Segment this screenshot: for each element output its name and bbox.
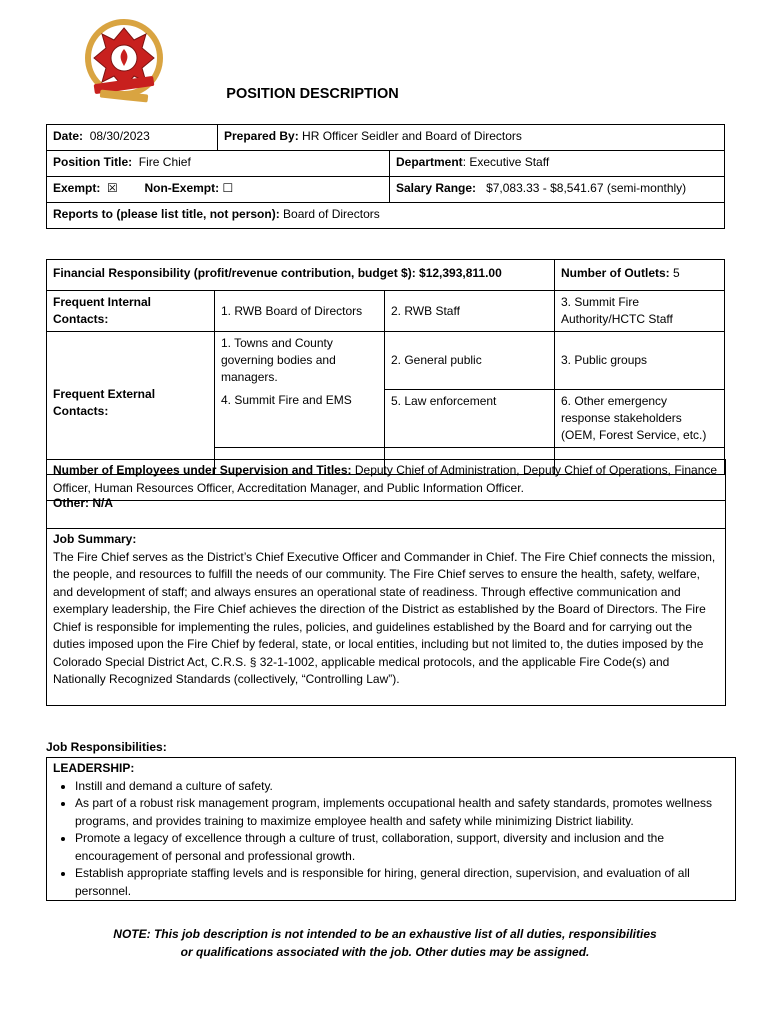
financial-cell: Financial Responsibility (profit/revenue contribution, budget $): $12,393,811.00 — [47, 260, 555, 291]
table-row — [47, 332, 725, 390]
other-line: Other: N/A — [46, 493, 726, 529]
external-contact-1: 1. Towns and County governing bodies and managers. — [215, 332, 385, 390]
note-line-1: NOTE: This job description is not intended to be an exhaustive list of all duties, responsibilities — [113, 927, 657, 941]
reports-to-cell: Reports to (please list title, not person): Board of Directors — [47, 203, 725, 229]
contacts-table — [46, 259, 725, 475]
department-value: : Executive Staff — [462, 155, 550, 169]
internal-contact-1: 1. RWB Board of Directors — [215, 291, 385, 332]
financial-value: $12,393,811.00 — [419, 266, 502, 280]
position-title-cell: Position Title: Fire Chief — [47, 151, 390, 177]
job-responsibilities-label: Job Responsibilities: — [46, 740, 167, 754]
position-title-value: Fire Chief — [138, 155, 191, 169]
exempt-cell: Exempt: ☒ Non-Exempt: ☐ — [47, 177, 390, 203]
list-item: • Promote a legacy of excellence through a culture of trust, collaboration, support, diversity and inclusion and the encouragement of personal and professional growth. — [75, 830, 729, 865]
note-line-2: or qualifications associated with the job. Other duties may be assigned. — [180, 945, 590, 959]
reports-to-value: Board of Directors — [283, 207, 380, 221]
list-item: • Establish appropriate staffing levels and is responsible for hiring, general direction, supervision, and evaluation of all personnel. — [75, 865, 729, 900]
outlets-cell: Number of Outlets: 5 — [555, 260, 725, 291]
internal-contact-2: 2. RWB Staff — [385, 291, 555, 332]
prepared-by-cell: Prepared By: HR Officer Seidler and Board of Directors — [218, 125, 725, 151]
external-contact-6: 6. Other emergency response stakeholders (OEM, Forest Service, etc.) — [555, 389, 725, 447]
job-summary-text: The Fire Chief serves as the District’s Chief Executive Officer and Commander in Chief. The Fire Chief connects the mission, the people, and resources to fulfill the needs of our community. The Fire Chief serves to ensure the health, safety, welfare, and development of staff; and always ensures an operational state of readiness. Through effective communication and exemplary leadership, the Fire Chief achieves the direction of the District as established by the Board of Directors. The Fire Chief is responsible for implementing the rules, policies, and guidelines established by the Board and for carrying out the duties imposed upon the Fire Chief by federal, state, or local entities, including but not limited to, the duties imposed by the Colorado Special District Act, C.R.S. § 32-1-1002, applicable medical protocols, and the applicable Fire Code(s) and Nationally Recognized Standards (collectively, “Controlling Law”). — [53, 549, 716, 686]
external-contact-4: 4. Summit Fire and EMS — [215, 389, 385, 447]
salary-cell: Salary Range: $7,083.33 - $8,541.67 (semi-monthly) — [390, 177, 725, 203]
supervision-box: Number of Employees under Supervision and Titles: Deputy Chief of Administration, Deputy Chief of Operations, Finance Officer, Human Resources Officer, Accreditation Manager, and Public Information Officer. — [46, 459, 726, 501]
responsibilities-list — [53, 778, 729, 901]
responsibilities-box — [46, 757, 736, 901]
list-item: • As part of a robust risk management program, implements occupational health and safety standards, promotes wellness programs, and provides training to maximize employee health and safety while minimizing District liability. — [75, 795, 729, 830]
list-item: • Instill and demand a culture of safety. — [75, 778, 729, 796]
date-cell: Date: 08/30/2023 — [47, 125, 218, 151]
external-contact-2: 2. General public — [385, 332, 555, 390]
internal-contact-3: 3. Summit Fire Authority/HCTC Staff — [555, 291, 725, 332]
date-value: 08/30/2023 — [89, 129, 150, 143]
job-summary-box — [46, 528, 726, 706]
table-row — [47, 291, 725, 332]
salary-value: $7,083.33 - $8,541.67 (semi-monthly) — [486, 181, 687, 195]
table-row — [47, 151, 725, 177]
header-table — [46, 124, 725, 229]
nonexempt-checkbox[interactable]: ☐ — [222, 181, 234, 195]
table-row — [47, 125, 725, 151]
table-row — [47, 203, 725, 229]
outlets-value: 5 — [673, 266, 680, 280]
exempt-checkbox[interactable]: ☒ — [107, 181, 118, 195]
department-cell: Department: Executive Staff — [390, 151, 725, 177]
external-contact-3: 3. Public groups — [555, 332, 725, 390]
table-row — [47, 177, 725, 203]
supervision-value: Deputy Chief of Administration, Deputy Chief of Operations, Finance Officer, Human Resources Officer, Accreditation Manager, and Public Information Officer. — [53, 463, 718, 495]
external-contacts-label: Frequent External Contacts: — [47, 332, 215, 475]
internal-contacts-label: Frequent Internal Contacts: — [47, 291, 215, 332]
table-row — [47, 260, 725, 291]
page-title: POSITION DESCRIPTION — [226, 86, 399, 102]
prepared-by-value: HR Officer Seidler and Board of Directors — [302, 129, 522, 143]
external-contact-5: 5. Law enforcement — [385, 389, 555, 447]
job-summary-label: Job Summary: — [53, 532, 137, 546]
leadership-heading: LEADERSHIP: — [53, 761, 135, 775]
